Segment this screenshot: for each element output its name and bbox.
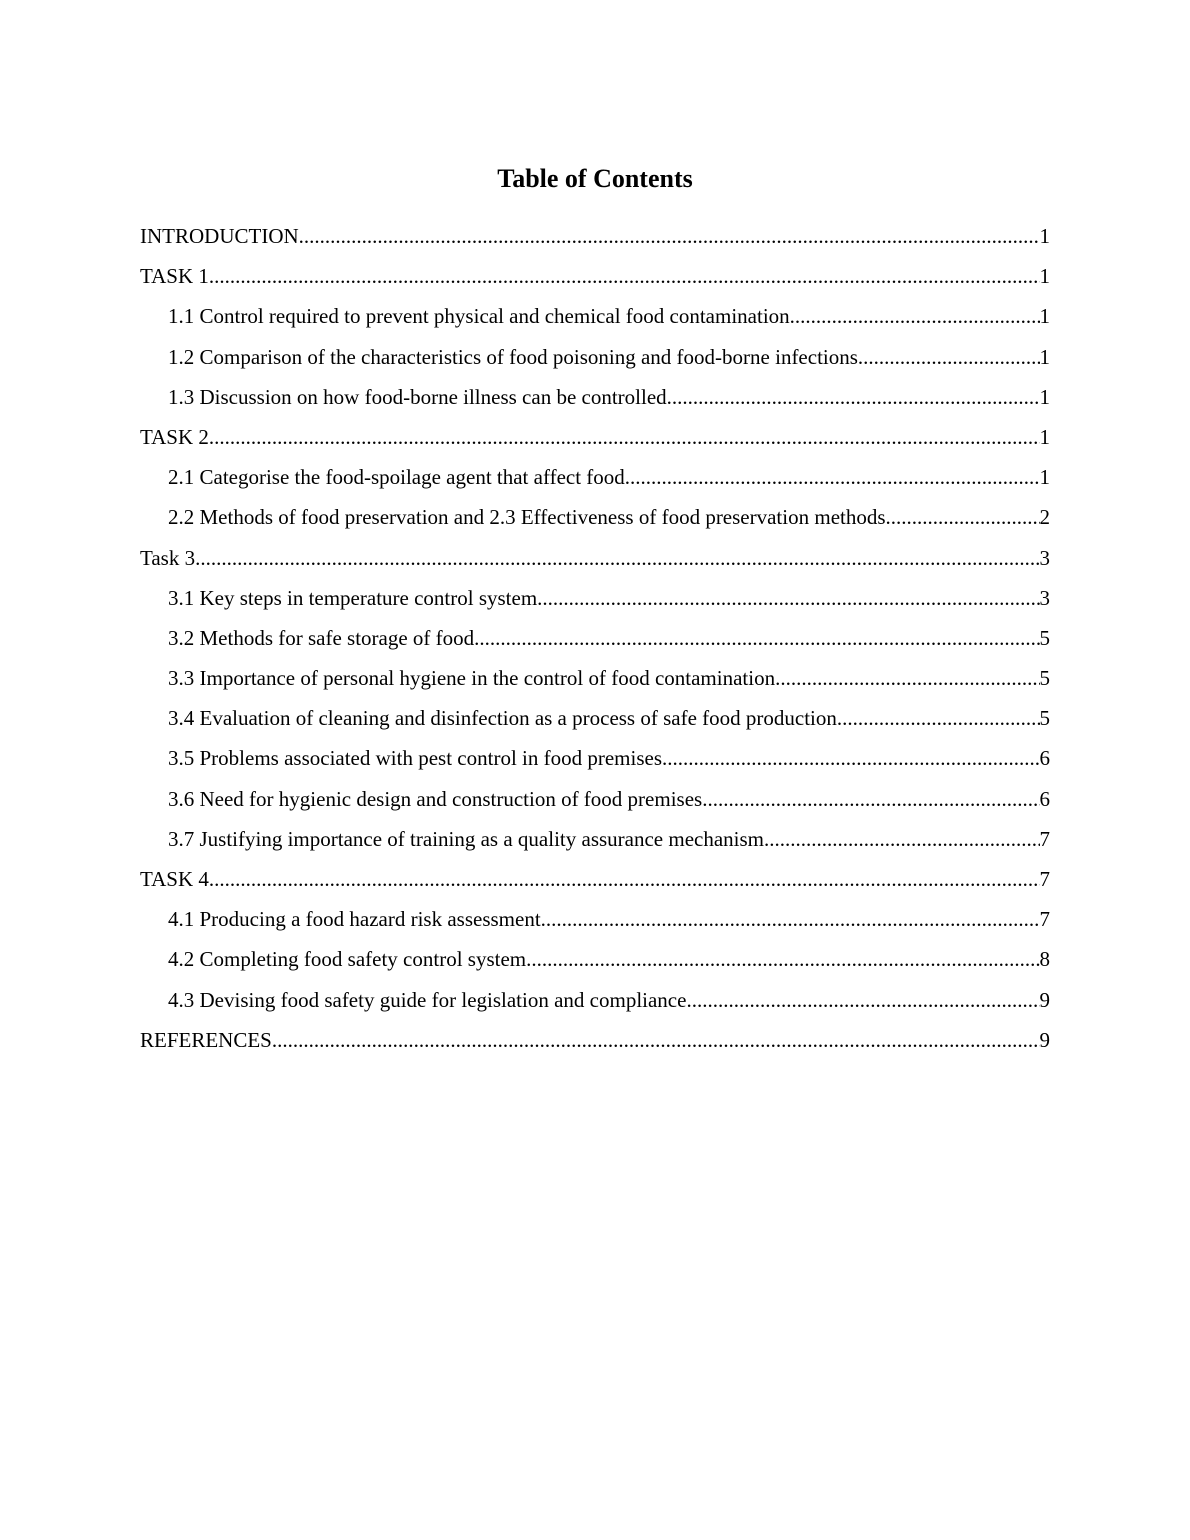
toc-page-number: 5: [1039, 706, 1050, 731]
toc-page-number: 9: [1039, 987, 1050, 1012]
toc-page-number: 2: [1039, 505, 1050, 530]
toc-entry-text: 4.2 Completing food safety control system: [168, 947, 527, 972]
toc-dot-leader: [686, 986, 1039, 1014]
toc-page-number: 1: [1039, 224, 1050, 248]
toc-entry[interactable]: [140, 624, 1050, 664]
toc-entry-text: INTRODUCTION: [140, 224, 299, 248]
toc-entry[interactable]: [140, 302, 1050, 342]
toc-dot-leader: [625, 463, 1040, 491]
toc-page-number: 6: [1039, 786, 1050, 811]
toc-dot-leader: [272, 1026, 1040, 1054]
toc-entry[interactable]: [140, 423, 1050, 463]
toc-entry[interactable]: [140, 825, 1050, 865]
toc-entry-text: 3.5 Problems associated with pest control in food premises: [168, 746, 663, 771]
toc-entry[interactable]: [140, 463, 1050, 503]
toc-entry-text: Task 3: [140, 545, 196, 570]
toc-dot-leader: [775, 664, 1039, 692]
toc-dot-leader: [662, 744, 1039, 772]
toc-entry[interactable]: [140, 343, 1050, 383]
toc-entry[interactable]: [140, 222, 1050, 262]
toc-entry[interactable]: [140, 1026, 1050, 1066]
toc-dot-leader: [474, 624, 1039, 652]
toc-page-number: 1: [1039, 344, 1050, 369]
toc-page-number: 3: [1039, 545, 1050, 570]
toc-entry[interactable]: [140, 785, 1050, 825]
toc-entry[interactable]: [140, 704, 1050, 744]
toc-dot-leader: [858, 343, 1040, 371]
toc-entry[interactable]: [140, 544, 1050, 584]
toc-entry-text: 3.7 Justifying importance of training as a quality assurance mechanism: [168, 826, 765, 851]
toc-page-number: 8: [1039, 947, 1050, 972]
toc-dot-leader: [790, 302, 1040, 330]
toc-entry[interactable]: [140, 865, 1050, 905]
toc-entry-text: TASK 4: [140, 867, 209, 891]
toc-dot-leader: [886, 503, 1040, 531]
toc-entry[interactable]: [140, 986, 1050, 1026]
toc-list: [140, 222, 1050, 1066]
toc-page-number: 3: [1039, 585, 1050, 610]
toc-page-number: 1: [1039, 424, 1050, 449]
toc-entry[interactable]: [140, 503, 1050, 543]
toc-page-number: 7: [1039, 867, 1050, 891]
toc-entry-text: 1.1 Control required to prevent physical and chemical food contamination: [168, 304, 790, 329]
toc-page-number: 7: [1039, 907, 1050, 932]
toc-entry-text: REFERENCES: [140, 1027, 272, 1052]
toc-page-number: 1: [1039, 304, 1050, 329]
toc-entry-text: 3.4 Evaluation of cleaning and disinfection as a process of safe food production: [168, 706, 837, 731]
toc-entry-text: TASK 1: [140, 264, 209, 289]
toc-entry-text: TASK 2: [140, 424, 209, 449]
toc-page-number: 6: [1039, 746, 1050, 771]
toc-page-number: 1: [1039, 465, 1050, 490]
toc-dot-leader: [541, 905, 1040, 933]
toc-entry[interactable]: [140, 383, 1050, 423]
toc-entry[interactable]: [140, 664, 1050, 704]
toc-entry-text: 1.2 Comparison of the characteristics of food poisoning and food-borne infections: [168, 344, 858, 369]
toc-dot-leader: [667, 383, 1040, 411]
toc-page-number: 5: [1039, 666, 1050, 691]
toc-page-number: 9: [1039, 1027, 1050, 1052]
toc-page-number: 7: [1039, 826, 1050, 851]
toc-dot-leader: [209, 865, 1040, 893]
toc-page-number: 1: [1039, 264, 1050, 289]
toc-dot-leader: [837, 704, 1040, 732]
toc-dot-leader: [526, 945, 1039, 973]
toc-dot-leader: [702, 785, 1039, 813]
toc-entry-text: 1.3 Discussion on how food-borne illness can be controlled: [168, 384, 667, 409]
toc-entry-text: 2.2 Methods of food preservation and 2.3 Effectiveness of food preservation methods: [168, 505, 886, 530]
toc-entry-text: 4.3 Devising food safety guide for legislation and compliance: [168, 987, 687, 1012]
toc-entry[interactable]: [140, 744, 1050, 784]
toc-entry-text: 3.2 Methods for safe storage of food: [168, 625, 475, 650]
toc-dot-leader: [209, 423, 1040, 451]
toc-entry[interactable]: [140, 905, 1050, 945]
toc-entry-text: 3.1 Key steps in temperature control system: [168, 585, 538, 610]
toc-title: Table of Contents: [497, 164, 693, 193]
toc-page-number: 1: [1039, 384, 1050, 409]
toc-page-number: 5: [1039, 625, 1050, 650]
toc-dot-leader: [209, 262, 1040, 290]
toc-dot-leader: [195, 544, 1039, 572]
toc-dot-leader: [764, 825, 1039, 853]
toc-entry-text: 4.1 Producing a food hazard risk assessment: [168, 907, 541, 932]
toc-entry-text: 3.6 Need for hygienic design and construction of food premises: [168, 786, 703, 811]
toc-entry-text: 3.3 Importance of personal hygiene in the control of food contamination: [168, 666, 776, 691]
toc-dot-leader: [537, 584, 1039, 612]
toc-entry[interactable]: [140, 584, 1050, 624]
toc-entry[interactable]: [140, 945, 1050, 985]
toc-entry-text: 2.1 Categorise the food-spoilage agent that affect food: [168, 465, 625, 490]
toc-entry[interactable]: [140, 262, 1050, 302]
toc-dot-leader: [299, 222, 1040, 250]
